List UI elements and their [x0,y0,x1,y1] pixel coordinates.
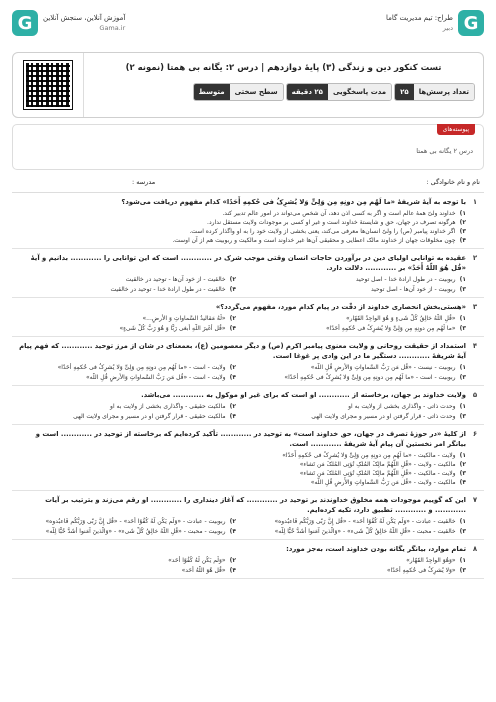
answer-option[interactable]: ۴)«قُل أَغَیرَ اللّهِ أَبغی رَبًّا وَ هُوَ رَبُّ کُلِّ شَیءٍ» [119,324,236,332]
option-text: ولایت - است - «قُل مَن رَبُّ السَّماواتِ وَالأَرضِ قُلِ اللّه» [86,373,226,381]
answer-option[interactable]: ۱)ربوبیت - نیست - «قُل مَن رَبُّ السَّماواتِ وَالأَرضِ قُلِ اللّه» [310,364,466,371]
answer-option[interactable]: ۳)وحدت ذاتی - قرار گرفتن او در مسیر و مجرای ولایت الهی [311,412,466,420]
answer-option[interactable]: ۳)خالقیت - محبت - «قُلِ اللّهُ خالِقُ کُلِّ شَیء» - «وَالَّذینَ آمَنوا أَشَدُّ حُبًّا لِلّه» [274,527,466,535]
stat-value: ۲۵ دقیقه [287,84,328,100]
answer-option[interactable]: ۳)ربوبیت - از خود آن‌ها - اصل توحید [371,285,466,293]
answer-option[interactable]: ۱)خالقیت - عبادت - «وَلَم یَکُن لَهُ کُفُوًا أَحَد» - «قُل إِنَّ رَبّی وَرَبُّکُم فَاعبُدوه» [274,518,466,525]
answer-option[interactable]: ۱)«قُلِ اللّهُ خالِقُ کُلِّ شَیءٍ وَ هُوَ الواحِدُ القَهّار» [345,315,466,322]
options-list [16,363,466,382]
notes-box [12,124,484,170]
option-text: ربوبیت - محبت - «قُلِ اللّهُ خالِقُ کُلِّ شَیء» - «وَالَّذینَ آمَنوا أَشَدُّ حُبًّا لِلّه» [45,527,226,535]
options-list [16,451,466,487]
question-text: «هستی‌بخش انحصاری خداوند از دقّت در پیام کدام مورد، مفهوم می‌گردد؟» [215,303,466,311]
qr-code-icon[interactable] [24,61,72,109]
answer-option[interactable]: ۱)وحدت ذاتی - واگذاری بخشی از ولایت به او [348,403,466,410]
options-list [16,402,466,421]
notes-tag: پیوسته‌های [437,124,475,135]
option-text: ربوبیت - است - «ما لَهُم مِن دونِهِ مِن وَلِیٍّ وَلا یُشرِکُ فی حُکمِهِ أَحَدًا» [284,373,456,381]
question-text: از کلیهٔ «در حوزهٔ تصرف در جهان، حق خداوند است» به توحید در ............ تأکید کرده‌ایم که برخاسته از توحید در ............ است و بیانگر امر نخستین آن پیام آیهٔ شریفهٔ ............ است. [35,430,466,448]
question-item [12,298,484,337]
option-text: «قُل هُوَ اللّهُ أَحَد» [181,566,226,574]
answer-option[interactable]: ۱)«وَهُوَ الواحِدُ القَهّار» [406,557,466,564]
option-text: ربوبیت - عبادت - «وَلَم یَکُن لَهُ کُفُوًا أَحَد» - «قُل إِنَّ رَبّی وَرَبُّکُم فَاعبُدوه» [45,518,226,525]
question-item [12,425,484,491]
answer-option[interactable]: ۴)چون مخلوقات جهان از خداوند مالک اعطایی و محقیقی آن‌ها غیر خداوند است و مالکیت و ربوبیت هم از آن اوست. [172,237,466,244]
answer-option[interactable]: ۲)«لَهُ مَقالیدُ السَّماواتِ وَ الأَرضِ...» [142,315,236,322]
question-item [12,491,484,540]
option-text: «لَهُ مَقالیدُ السَّماواتِ وَ الأَرضِ...» [142,315,226,322]
school-label: مدرسه : [132,178,156,186]
option-text: خالقیت - از خود آن‌ها - توحید در خالقیت [125,276,226,283]
stat-value: متوسط [194,84,230,100]
question-text: این که گوییم موجودات همه مخلوق خداوندند بر توحید در ............ که آغاز دینداری را ............ او رقم می‌زند و بترتیب بر آیات ............ و ............ تطبیق دارد، تکیه کرده‌ایم. [45,496,466,514]
question-text: با توجه به آیهٔ شریفهٔ «ما لَهُم مِن دونِهِ مِن وَلِیٍّ وَلا یُشرِکُ فی حُکمِهِ أَحَدًا» کدام مفهوم دریافت می‌شود؟ [121,198,466,206]
designer-label: طراح: تیم مدیریت گاما [385,14,453,22]
gama-logo-icon: G [458,10,484,36]
question-item [12,337,484,386]
answer-option[interactable]: ۳)ربوبیت - است - «ما لَهُم مِن دونِهِ مِن وَلِیٍّ وَلا یُشرِکُ فی حُکمِهِ أَحَدًا» [284,373,466,381]
option-text: ولایت - است - «ما لَهُم مِن دونِهِ مِن وَلِیٍّ وَلا یُشرِکُ فی حُکمِهِ أَحَدًا» [57,364,226,371]
option-text: وحدت ذاتی - واگذاری بخشی از ولایت به او [348,403,456,410]
question-number: ۲ [472,254,478,262]
question-item [12,249,484,298]
options-list [16,517,466,536]
question-number: ۳ [472,303,478,311]
questions-list [12,193,484,579]
option-text: «قُل أَغَیرَ اللّهِ أَبغی رَبًّا وَ هُوَ رَبُّ کُلِّ شَیءٍ» [119,324,226,332]
answer-option[interactable]: ۲)مالکیت حقیقی - واگذاری بخشی از ولایت به او [110,403,236,410]
option-text: ربوبیت - نیست - «قُل مَن رَبُّ السَّماواتِ وَالأَرضِ قُلِ اللّه» [310,364,456,371]
option-text: «وَهُوَ الواحِدُ القَهّار» [406,557,456,564]
designer-role: دبیر [442,24,453,32]
question-number: ۱ [472,198,478,206]
answer-option[interactable]: ۲)خالقیت - از خود آن‌ها - توحید در خالقیت [125,276,236,283]
gama-logo-icon: G [12,10,38,36]
notes-text: درس ۲ یگانه بی همتا [416,147,473,155]
option-text: مالکیت - ولایت - «قُلِ اللّهُمَّ مالِکَ المُلکِ تُؤتِی المُلکَ مَن تَشاء» [299,461,456,468]
option-text: خالقیت - در طول ارادهٔ خدا - توحید در خالقیت [110,285,226,293]
answer-option[interactable]: ۴)«قُل هُوَ اللّهُ أَحَد» [181,566,236,574]
option-text: هرگونه تصرف در جهان، حق و شایستهٔ خداوند است و غیر او کسی بر موجودات ولایت مستقل ندارد. [207,219,456,226]
stat-label: مدت پاسخگویی [328,84,391,100]
answer-option[interactable]: ۴)مالکیت - ولایت - «قُل مَن رَبُّ السَّماواتِ وَالأَرضِ قُلِ اللّه» [310,479,466,486]
option-text: مالکیت حقیقی - قرار گرفتن او در مسیر و مجرای ولایت الهی [73,412,226,420]
name-label: نام و نام خانوادگی : [426,178,480,186]
option-text: «قُلِ اللّهُ خالِقُ کُلِّ شَیءٍ وَ هُوَ الواحِدُ القَهّار» [345,315,456,322]
question-item [12,386,484,425]
question-text: عقیده به توانایی اولیای دین در برآوردن حاجات انسان وقتی موجب شرک در ............ است که این توانایی را ............ بدانیم و آیهٔ «قُل هُوَ اللّهُ أَحَدٌ» بر ............ دلالت دارد. [30,254,466,272]
designer-brand [386,10,484,36]
student-info-row [12,170,484,193]
option-text: ولایت - مالکیت - «ما لَهُم مِن دونِهِ مِن وَلِیٍّ وَلا یُشرِکُ فی حُکمِهِ أَحَدًا» [282,452,456,459]
answer-option[interactable]: ۳)«وَلا یُشرِکُ فی حُکمِهِ أَحَدًا» [386,566,466,574]
stat-item [193,83,284,101]
option-text: اگر خداوند پیامبر (ص) را ولیّ انسان‌ها معرفی می‌کند، یعنی بخشی از ولایت خود را به او واگذار کرده است. [189,228,456,235]
option-text: ربوبیت - در طول ارادهٔ خدا - اصل توحید [355,276,456,283]
exam-title: تست کنکور دین و زندگی (۳) پایهٔ دوازدهم | درس ۲: یگانه بی همتا (نمونه ۲) [125,63,442,73]
site-brand[interactable] [12,10,125,36]
question-text: ولایت خداوند بر جهان، برخاسته از ............ او است که برای غیر او موکول به ............ می‌باشد. [141,391,466,399]
stat-label: سطح سختی [230,84,283,100]
exam-stats [92,83,475,101]
answer-option[interactable]: ۴)ولایت - است - «قُل مَن رَبُّ السَّماواتِ وَالأَرضِ قُلِ اللّه» [86,373,236,381]
answer-option[interactable]: ۲)ولایت - است - «ما لَهُم مِن دونِهِ مِن وَلِیٍّ وَلا یُشرِکُ فی حُکمِهِ أَحَدًا» [57,364,236,371]
answer-option[interactable]: ۳)«ما لَهُم مِن دونِهِ مِن وَلِیٍّ وَلا یُشرِکُ فی حُکمِهِ أَحَدًا» [325,324,466,332]
option-text: خداوند ولیّ همهٔ عالم است و اگر به کسی اذن دهد، آن شخص می‌تواند در امور عالم تدبیر کند. [222,210,456,217]
question-number: ۶ [472,430,478,438]
question-item [12,540,484,579]
question-text: استمداد از حقیقت روحانی و ولایت معنوی پیامبر اکرم (ص) و دیگر معصومین (ع)، بعمعنای در شان از مرز توحید ............ که فهم پیام آیهٔ شریفهٔ ............ دستگیر ما در این وادی پر غوغا است. [19,342,466,360]
exam-title-box [12,52,484,118]
site-tagline: آموزش آنلاین، سنجش آنلاین [43,14,126,22]
question-number: ۵ [472,391,478,399]
question-number: ۸ [472,545,478,553]
site-url: Gama.ir [99,24,126,32]
options-list [16,314,466,333]
options-list [16,556,466,575]
question-number: ۷ [472,496,478,504]
option-text: وحدت ذاتی - قرار گرفتن او در مسیر و مجرای ولایت الهی [311,412,456,420]
option-text: خالقیت - عبادت - «وَلَم یَکُن لَهُ کُفُوًا أَحَد» - «قُل إِنَّ رَبّی وَرَبُّکُم فَاعبُدوه» [274,518,456,525]
option-text: خالقیت - محبت - «قُلِ اللّهُ خالِقُ کُلِّ شَیء» - «وَالَّذینَ آمَنوا أَشَدُّ حُبًّا لِلّه» [274,527,456,535]
answer-option[interactable]: ۲)هرگونه تصرف در جهان، حق و شایستهٔ خداوند است و غیر او کسی بر موجودات ولایت مستقل ندارد. [207,219,466,226]
answer-option[interactable]: ۲)ربوبیت - عبادت - «وَلَم یَکُن لَهُ کُفُوًا أَحَد» - «قُل إِنَّ رَبّی وَرَبُّکُم فَاعبُدوه» [45,518,236,525]
question-number: ۴ [472,342,478,350]
answer-option[interactable]: ۳)اگر خداوند پیامبر (ص) را ولیّ انسان‌ها معرفی می‌کند، یعنی بخشی از ولایت خود را به او واگذار کرده است. [189,228,466,235]
question-item [12,193,484,249]
stat-label: تعداد پرسش‌ها [414,84,474,100]
stat-item [286,83,393,101]
question-text: تمام موارد، بیانگر یگانه بودن خداوند است، به‌جز مورد: [286,545,466,553]
option-text: مالکیت حقیقی - واگذاری بخشی از ولایت به او [110,403,226,410]
answer-option[interactable]: ۳)ولایت - مالکیت - «قُلِ اللّهُمَّ مالِکَ المُلکِ تُؤتِی المُلکَ مَن تَشاء» [299,470,466,477]
answer-option[interactable]: ۴)مالکیت حقیقی - قرار گرفتن او در مسیر و مجرای ولایت الهی [73,412,236,420]
option-text: چون مخلوقات جهان از خداوند مالک اعطایی و محقیقی آن‌ها غیر خداوند است و مالکیت و ربوبیت هم از آن اوست. [172,237,456,244]
option-text: «وَلَم یَکُن لَهُ کُفُوًا أَحَد» [168,557,226,564]
option-text: ربوبیت - از خود آن‌ها - اصل توحید [371,285,456,293]
answer-option[interactable]: ۲)«وَلَم یَکُن لَهُ کُفُوًا أَحَد» [168,557,236,564]
option-text: مالکیت - ولایت - «قُل مَن رَبُّ السَّماواتِ وَالأَرضِ قُلِ اللّه» [310,479,456,486]
answer-option[interactable]: ۲)مالکیت - ولایت - «قُلِ اللّهُمَّ مالِکَ المُلکِ تُؤتِی المُلکَ مَن تَشاء» [299,461,466,468]
options-list [16,275,466,294]
answer-option[interactable]: ۱)ربوبیت - در طول ارادهٔ خدا - اصل توحید [355,276,466,283]
options-list [16,209,466,245]
answer-option[interactable]: ۱)ولایت - مالکیت - «ما لَهُم مِن دونِهِ مِن وَلِیٍّ وَلا یُشرِکُ فی حُکمِهِ أَحَدًا» [282,452,466,459]
option-text: «ما لَهُم مِن دونِهِ مِن وَلِیٍّ وَلا یُشرِکُ فی حُکمِهِ أَحَدًا» [325,324,456,332]
option-text: ولایت - مالکیت - «قُلِ اللّهُمَّ مالِکَ المُلکِ تُؤتِی المُلکَ مَن تَشاء» [299,470,456,477]
answer-option[interactable]: ۴)خالقیت - در طول ارادهٔ خدا - توحید در خالقیت [110,285,236,293]
option-text: «وَلا یُشرِکُ فی حُکمِهِ أَحَدًا» [386,566,456,574]
stat-item [394,83,475,101]
stat-value: ۲۵ [395,84,414,100]
answer-option[interactable]: ۱)خداوند ولیّ همهٔ عالم است و اگر به کسی اذن دهد، آن شخص می‌تواند در امور عالم تدبیر کند. [222,210,466,217]
page-header [12,10,484,46]
answer-option[interactable]: ۴)ربوبیت - محبت - «قُلِ اللّهُ خالِقُ کُلِّ شَیء» - «وَالَّذینَ آمَنوا أَشَدُّ حُبًّا لِلّه» [45,527,236,535]
